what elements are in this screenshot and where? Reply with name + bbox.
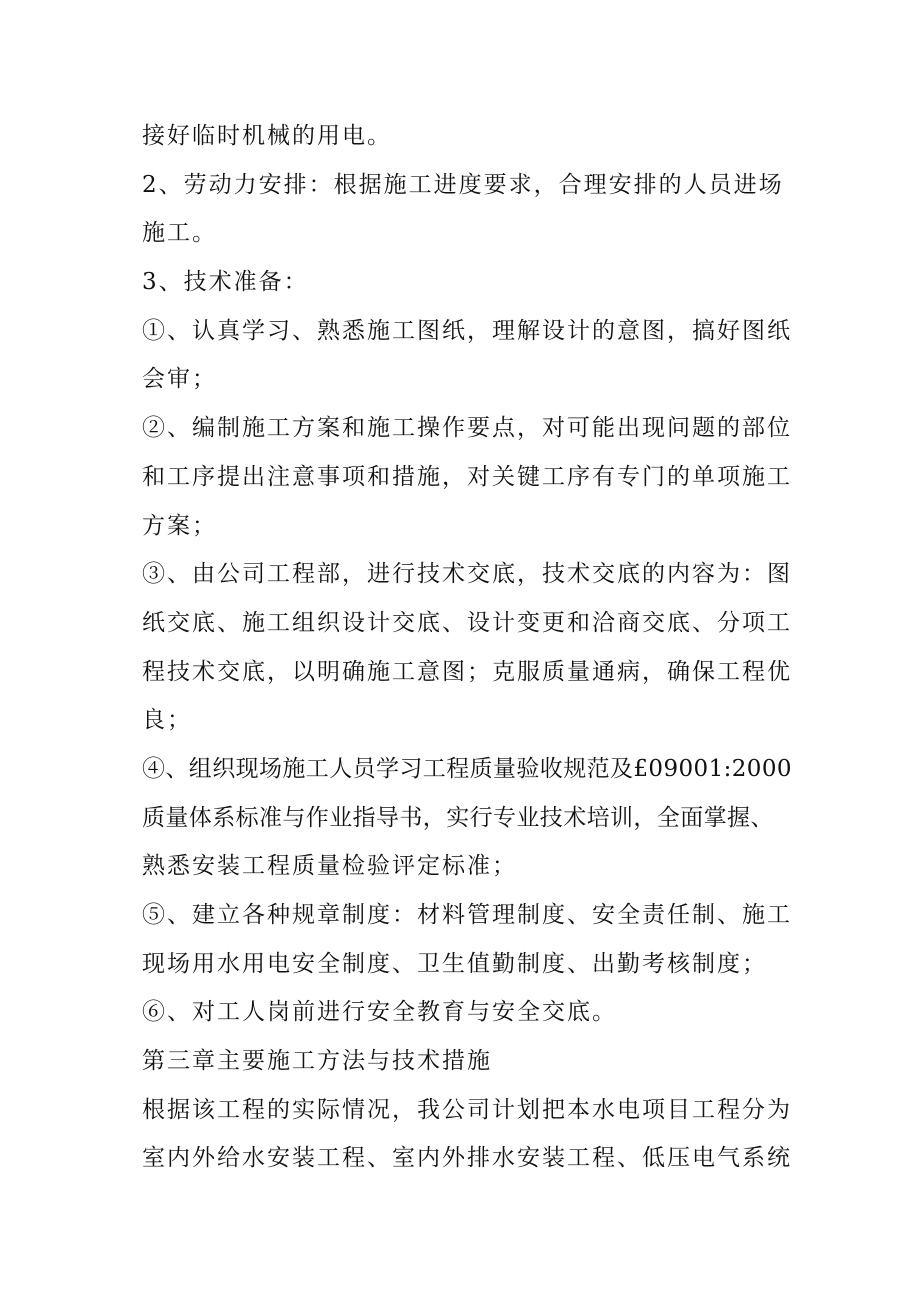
text-line: ⑤、建立各种规章制度：材料管理制度、安全责任制、施工 [142,902,792,928]
text-line: ⑥、对工人岗前进行安全教育与安全交底。 [142,999,617,1026]
text-line: 2、劳动力安排：根据施工进度要求，合理安排的人员进场 [142,171,784,198]
text-line: 良； [142,707,192,734]
text-line: ②、编制施工方案和施工操作要点，对可能出现问题的部位 [142,415,792,442]
text-line: 熟悉安装工程质量检验评定标准； [142,853,517,880]
text-line: 接好临时机械的用电。 [142,123,392,149]
chapter-heading: 第三章主要施工方法与技术措施 [142,1048,492,1075]
text-line: 质量体系标准与作业指导书，实行专业技术培训，全面掌握、 [142,804,774,831]
text-line: 和工序提出注意事项和措施，对关键工序有专门的单项施工 [142,463,792,490]
text-line: 会审； [142,366,217,393]
text-line: 室内外给水安装工程、室内外排水安装工程、低压电气系统 [142,1145,792,1172]
text-line: 施工。 [142,220,217,247]
text-line: 纸交底、施工组织设计交底、设计变更和洽商交底、分项工 [142,609,792,636]
text-line: 程技术交底，以明确施工意图；克服质量通病，确保工程优 [142,658,792,685]
text-line: 根据该工程的实际情况，我公司计划把本水电项目工程分为 [142,1096,792,1123]
text-line: 方案； [142,512,217,539]
text-line: 现场用水用电安全制度、卫生值勤制度、出勤考核制度； [142,950,767,977]
text-line: ④、组织现场施工人员学习工程质量验收规范及£09001:2000 [142,755,792,782]
document-body [142,112,792,1183]
text-line: ①、认真学习、熟悉施工图纸，理解设计的意图，搞好图纸 [142,317,792,344]
text-line: ③、由公司工程部，进行技术交底，技术交底的内容为：图 [142,561,792,588]
text-line: 3、技术准备： [142,269,309,296]
